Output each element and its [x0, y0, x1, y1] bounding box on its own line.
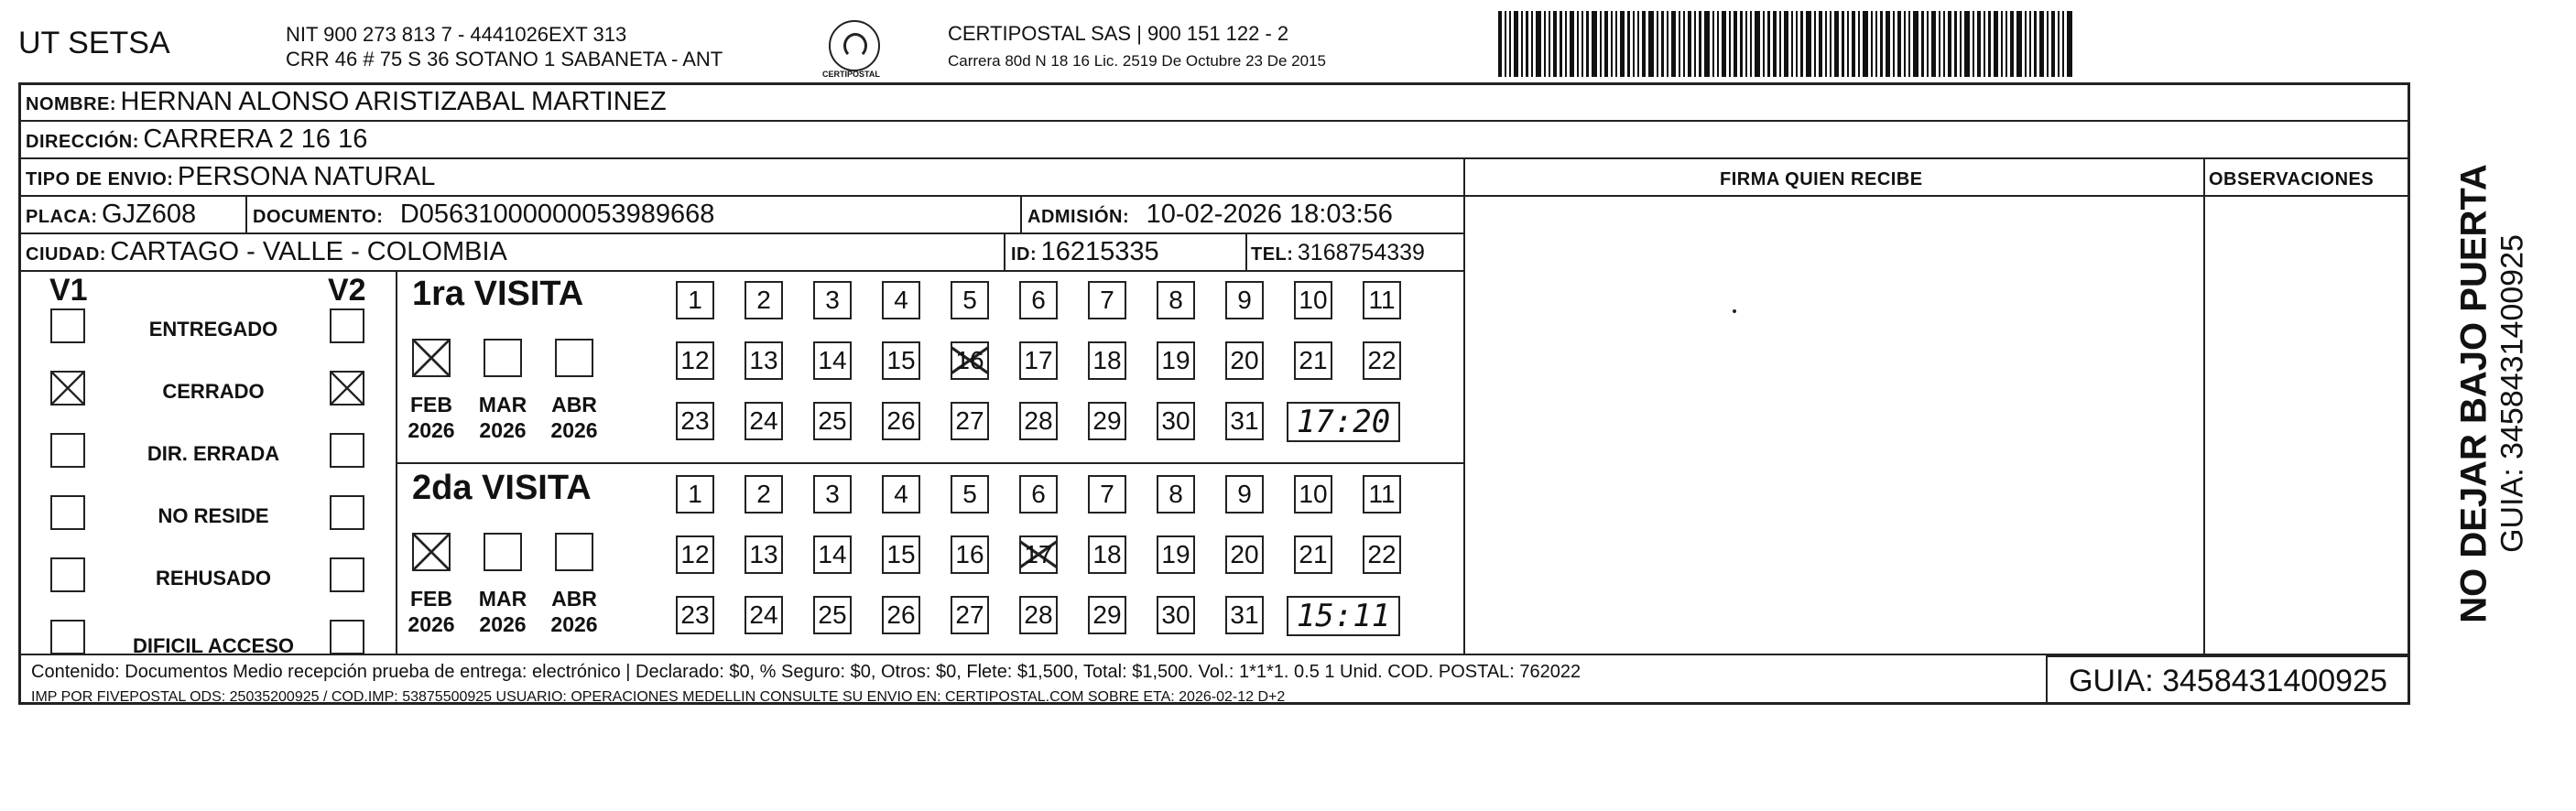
barcode-bar	[2062, 11, 2064, 77]
day-17-box[interactable]: 17	[1019, 535, 1058, 574]
month-year: 2026	[550, 612, 598, 636]
barcode-bar	[1913, 11, 1918, 77]
barcode-bar	[1717, 11, 1719, 77]
barcode-bar	[1620, 11, 1625, 77]
status-label: DIR. ERRADA	[147, 442, 280, 465]
month-name: MAR	[478, 587, 527, 611]
column-divider	[1020, 195, 1022, 232]
day-24-box[interactable]: 24	[745, 402, 783, 440]
barcode-bar	[1834, 11, 1839, 77]
day-11-box[interactable]: 11	[1363, 475, 1401, 514]
day-25-box[interactable]: 25	[813, 596, 852, 634]
barcode-bar	[1904, 11, 1906, 77]
barcode-bar	[1615, 11, 1617, 77]
day-8-box[interactable]: 8	[1157, 281, 1195, 319]
barcode-bar	[1973, 11, 1974, 77]
barcode-bar	[1791, 11, 1793, 77]
barcode-bar	[1745, 11, 1747, 77]
row-divider	[18, 157, 2410, 159]
barcode-bar	[1549, 11, 1550, 77]
barcode-bar	[1498, 11, 1502, 77]
month-checkbox[interactable]	[412, 339, 451, 377]
barcode-bar	[1800, 11, 1803, 77]
day-27-box[interactable]: 27	[951, 402, 989, 440]
day-20-box[interactable]: 20	[1225, 341, 1264, 380]
barcode-bar	[1830, 11, 1831, 77]
month-year: 2026	[408, 612, 455, 636]
day-6-box[interactable]: 6	[1019, 281, 1058, 319]
day-13-box[interactable]: 13	[745, 341, 783, 380]
barcode-bar	[1847, 11, 1849, 77]
day-16-box[interactable]: 16	[951, 535, 989, 574]
column-divider	[396, 270, 397, 654]
barcode-bar	[1814, 11, 1816, 77]
barcode-bar	[1939, 11, 1940, 77]
barcode-bar	[1750, 11, 1752, 77]
barcode-bar	[1927, 11, 1929, 77]
barcode-bar	[2016, 11, 2022, 77]
month-label	[471, 392, 535, 443]
status-label: DIFICIL ACCESO	[132, 634, 294, 657]
barcode-bar	[1988, 11, 1991, 77]
day-30-box[interactable]: 30	[1157, 402, 1195, 440]
month-name: ABR	[551, 587, 597, 611]
status-label: ENTREGADO	[148, 318, 278, 341]
barcode-bar	[1570, 11, 1574, 77]
barcode-bar	[1577, 11, 1579, 77]
day-5-box[interactable]: 5	[951, 475, 989, 514]
barcode-bar	[1565, 11, 1567, 77]
barcode-bar	[1977, 11, 1981, 77]
v1-header: V1	[49, 273, 88, 308]
barcode-bar	[1897, 11, 1901, 77]
month-checkbox[interactable]	[484, 339, 522, 377]
barcode-bar	[1784, 11, 1788, 77]
barcode-bar	[2034, 11, 2037, 77]
barcode-bar	[1994, 11, 1998, 77]
barcode-bar	[1755, 11, 1760, 77]
month-name: ABR	[551, 393, 597, 416]
day-3-box[interactable]: 3	[813, 475, 852, 514]
barcode-bar	[1825, 11, 1827, 77]
day-28-box[interactable]: 28	[1019, 402, 1058, 440]
status-label: CERRADO	[162, 380, 265, 403]
day-31-box[interactable]: 31	[1225, 402, 1264, 440]
column-divider	[1004, 232, 1005, 270]
month-year: 2026	[408, 418, 455, 442]
nit-line: NIT 900 273 813 7 - 4441026EXT 313	[286, 23, 627, 46]
barcode-bar	[1858, 11, 1860, 77]
barcode-bar	[2001, 11, 2003, 77]
barcode-bar	[1657, 11, 1658, 77]
day-29-box[interactable]: 29	[1088, 402, 1126, 440]
barcode-bar	[1806, 11, 1811, 77]
day-21-box[interactable]: 21	[1294, 341, 1332, 380]
month-label	[471, 586, 535, 637]
day-14-box[interactable]: 14	[813, 341, 852, 380]
day-8-box[interactable]: 8	[1157, 475, 1195, 514]
barcode-bar	[2005, 11, 2007, 77]
carrier-address: Carrera 80d N 18 16 Lic. 2519 De Octubre 23 De 2015	[948, 52, 1326, 70]
certipostal-logo-icon	[829, 20, 880, 71]
city-cell	[26, 237, 507, 267]
day-23-box[interactable]: 23	[676, 596, 714, 634]
document-label: DOCUMENTO:	[253, 207, 384, 227]
print-info: IMP POR FIVEPOSTAL ODS: 25035200925 / COD.IMP: 53875500925 USUARIO: OPERACIONES MEDELLIN CONSULTE SU ENVIO EN: CERTIPOSTAL.COM SOBRE ETA: 2026-02-12 D+2	[31, 689, 1286, 705]
day-11-box[interactable]: 11	[1363, 281, 1401, 319]
address-row	[26, 124, 367, 155]
barcode-bar	[1679, 11, 1680, 77]
row-divider	[1463, 195, 2410, 197]
barcode-bar	[2039, 11, 2044, 77]
status-label: REHUSADO	[156, 567, 271, 589]
v1-checkbox[interactable]	[50, 620, 85, 654]
plate-label: PLACA:	[26, 207, 98, 227]
barcode-bar	[1842, 11, 1844, 77]
day-31-box[interactable]: 31	[1225, 596, 1264, 634]
day-22-box[interactable]: 22	[1363, 341, 1401, 380]
barcode-bar	[1637, 11, 1639, 77]
barcode-bar	[1871, 11, 1873, 77]
day-23-box[interactable]: 23	[676, 402, 714, 440]
day-24-box[interactable]: 24	[745, 596, 783, 634]
month-year: 2026	[550, 418, 598, 442]
barcode-bar	[2047, 11, 2049, 77]
day-15-box[interactable]: 15	[882, 535, 920, 574]
month-label	[399, 586, 463, 637]
barcode-bar	[1886, 11, 1890, 77]
barcode-bar	[1521, 11, 1523, 77]
barcode-bar	[1560, 11, 1562, 77]
day-28-box[interactable]: 28	[1019, 596, 1058, 634]
id-value: 16215335	[1040, 237, 1159, 266]
id-cell	[1011, 237, 1159, 267]
day-10-box[interactable]: 10	[1294, 281, 1332, 319]
column-divider	[245, 195, 247, 232]
id-label: ID:	[1011, 244, 1038, 265]
barcode-bar	[1633, 11, 1635, 77]
signature-header: FIRMA QUIEN RECIBE	[1720, 169, 1923, 189]
tel-value: 3168754339	[1297, 240, 1425, 265]
month-name: FEB	[410, 393, 452, 416]
barcode-bar	[1863, 11, 1868, 77]
v2-checkbox[interactable]	[330, 433, 364, 468]
document-value: D05631000000053989668	[399, 200, 715, 229]
day-4-box[interactable]: 4	[882, 475, 920, 514]
side-notice	[2410, 82, 2575, 705]
month-checkbox[interactable]	[555, 533, 593, 571]
side-guia-number: GUIA: 3458431400925	[2494, 234, 2530, 553]
day-14-box[interactable]: 14	[813, 535, 852, 574]
barcode-bar	[1600, 11, 1602, 77]
v2-header: V2	[328, 273, 366, 308]
barcode-bar	[1722, 11, 1726, 77]
day-29-box[interactable]: 29	[1088, 596, 1126, 634]
barcode-bar	[1880, 11, 1883, 77]
guia-number: GUIA: 3458431400925	[2046, 655, 2410, 705]
day-9-box[interactable]: 9	[1225, 281, 1264, 319]
month-year: 2026	[479, 418, 527, 442]
barcode-bar	[1704, 11, 1710, 77]
day-27-box[interactable]: 27	[951, 596, 989, 634]
day-19-box[interactable]: 19	[1157, 341, 1195, 380]
barcode-bar	[2010, 11, 2014, 77]
barcode-bar	[1627, 11, 1630, 77]
day-15-box[interactable]: 15	[882, 341, 920, 380]
v1-checkbox[interactable]	[50, 557, 85, 592]
barcode-bar	[1984, 11, 1985, 77]
tel-cell	[1251, 240, 1425, 266]
barcode-bar	[1948, 11, 1951, 77]
barcode-bar	[2051, 11, 2055, 77]
barcode-bar	[1592, 11, 1597, 77]
day-25-box[interactable]: 25	[813, 402, 852, 440]
barcode-bar	[1712, 11, 1714, 77]
barcode-bar	[1509, 11, 1511, 77]
day-1-box[interactable]: 1	[676, 281, 714, 319]
barcode-bar	[1931, 11, 1936, 77]
company-name: UT SETSA	[18, 26, 170, 60]
month-label	[542, 392, 606, 443]
admission-cell	[1027, 200, 1393, 230]
barcode-bar	[1586, 11, 1589, 77]
day-10-box[interactable]: 10	[1294, 475, 1332, 514]
type-row	[26, 162, 435, 192]
v1-checkbox[interactable]	[50, 371, 85, 406]
barcode-bar	[1671, 11, 1676, 77]
day-1-box[interactable]: 1	[676, 475, 714, 514]
barcode-bar	[1796, 11, 1798, 77]
barcode-bar	[1734, 11, 1737, 77]
barcode-bar	[1694, 11, 1696, 77]
barcode-bar	[1943, 11, 1945, 77]
v2-checkbox[interactable]	[330, 557, 364, 592]
status-label: NO RESIDE	[158, 504, 269, 527]
barcode-bar	[1740, 11, 1743, 77]
barcode-bar	[1852, 11, 1855, 77]
day-26-box[interactable]: 26	[882, 596, 920, 634]
barcode-bar	[1964, 11, 1970, 77]
day-21-box[interactable]: 21	[1294, 535, 1332, 574]
visit-time: 15:11	[1287, 596, 1400, 636]
barcode-bar	[1763, 11, 1765, 77]
barcode-bar	[1773, 11, 1777, 77]
column-divider	[1245, 232, 1247, 270]
barcode-bar	[1893, 11, 1895, 77]
barcode-bar	[1526, 11, 1528, 77]
observations-header: OBSERVACIONES	[2209, 169, 2375, 189]
barcode-bar	[1767, 11, 1770, 77]
content-summary: Contenido: Documentos Medio recepción prueba de entrega: electrónico | Declarado: $0, % Seguro: $0, Otros: $0, Flete: $1,500, Total: $1,500. Vol.: 1*1*1. 0.5 1 Unid. COD. POSTAL: 762022	[31, 662, 1581, 682]
column-divider	[2203, 157, 2205, 654]
barcode-bar	[1505, 11, 1506, 77]
barcode-bar	[1960, 11, 1962, 77]
city-value: CARTAGO - VALLE - COLOMBIA	[110, 237, 507, 266]
barcode-bar	[1642, 11, 1646, 77]
month-checkbox[interactable]	[412, 533, 451, 571]
barcode-bar	[1604, 11, 1608, 77]
day-7-box[interactable]: 7	[1088, 475, 1126, 514]
day-3-box[interactable]: 3	[813, 281, 852, 319]
barcode-bar	[1536, 11, 1541, 77]
day-30-box[interactable]: 30	[1157, 596, 1195, 634]
company-info	[286, 22, 723, 71]
barcode-bar	[1667, 11, 1668, 77]
day-17-box[interactable]: 17	[1019, 341, 1058, 380]
barcode-bar	[1954, 11, 1957, 77]
barcode-bar	[1819, 11, 1822, 77]
barcode-bar	[2058, 11, 2060, 77]
barcode-bar	[1514, 11, 1518, 77]
barcode-bar	[1661, 11, 1664, 77]
name-row	[26, 87, 667, 117]
company-address: CRR 46 # 75 S 36 SOTANO 1 SABANETA - ANT	[286, 48, 723, 70]
day-9-box[interactable]: 9	[1225, 475, 1264, 514]
month-label	[542, 586, 606, 637]
barcode-bar	[1581, 11, 1583, 77]
admission-label: ADMISIÓN:	[1027, 207, 1130, 227]
barcode-bar	[1531, 11, 1533, 77]
visit-divider	[396, 462, 1463, 464]
barcode-bar	[1648, 11, 1654, 77]
day-5-box[interactable]: 5	[951, 281, 989, 319]
no-under-door-notice: NO DEJAR BAJO PUERTA	[2453, 164, 2494, 623]
v2-checkbox[interactable]	[330, 495, 364, 530]
visit-time: 17:20	[1287, 402, 1400, 442]
v2-checkbox[interactable]	[330, 620, 364, 654]
day-4-box[interactable]: 4	[882, 281, 920, 319]
day-18-box[interactable]: 18	[1088, 535, 1126, 574]
day-20-box[interactable]: 20	[1225, 535, 1264, 574]
name-label: NOMBRE:	[26, 94, 117, 114]
plate-value: GJZ608	[102, 200, 197, 229]
visit-title: 1ra VISITA	[412, 275, 584, 313]
barcode-bar	[2067, 11, 2072, 77]
month-year: 2026	[479, 612, 527, 636]
barcode-bar	[1611, 11, 1613, 77]
signature-mark	[1733, 309, 1736, 313]
barcode	[1498, 11, 2183, 77]
row-divider	[18, 195, 1463, 197]
barcode-bar	[1875, 11, 1877, 77]
type-label: TIPO DE ENVIO:	[26, 169, 174, 189]
month-name: FEB	[410, 587, 452, 611]
day-7-box[interactable]: 7	[1088, 281, 1126, 319]
v1-checkbox[interactable]	[50, 308, 85, 343]
recipient-address: CARRERA 2 16 16	[143, 124, 368, 154]
address-label: DIRECCIÓN:	[26, 132, 139, 152]
day-6-box[interactable]: 6	[1019, 475, 1058, 514]
row-divider	[18, 270, 1463, 272]
month-name: MAR	[478, 393, 527, 416]
day-2-box[interactable]: 2	[745, 281, 783, 319]
plate-cell	[26, 200, 196, 230]
tel-label: TEL:	[1251, 244, 1294, 265]
barcode-bar	[1688, 11, 1691, 77]
barcode-bar	[2029, 11, 2031, 77]
v2-checkbox[interactable]	[330, 308, 364, 343]
barcode-bar	[1699, 11, 1701, 77]
barcode-bar	[1921, 11, 1924, 77]
barcode-bar	[1544, 11, 1546, 77]
visit-title: 2da VISITA	[412, 469, 592, 507]
document-cell	[253, 200, 714, 230]
logo-text: CERTIPOSTAL	[822, 70, 880, 79]
month-label	[399, 392, 463, 443]
barcode-bar	[1908, 11, 1910, 77]
column-divider	[1463, 157, 1465, 654]
shipment-type: PERSONA NATURAL	[177, 162, 436, 191]
day-16-box[interactable]: 16	[951, 341, 989, 380]
admission-value: 10-02-2026 18:03:56	[1146, 200, 1393, 229]
recipient-name: HERNAN ALONSO ARISTIZABAL MARTINEZ	[120, 87, 667, 116]
day-12-box[interactable]: 12	[676, 535, 714, 574]
day-2-box[interactable]: 2	[745, 475, 783, 514]
barcode-bar	[2025, 11, 2027, 77]
row-divider	[18, 120, 2410, 122]
day-13-box[interactable]: 13	[745, 535, 783, 574]
v1-checkbox[interactable]	[50, 495, 85, 530]
barcode-bar	[1683, 11, 1685, 77]
barcode-bar	[1553, 11, 1557, 77]
day-26-box[interactable]: 26	[882, 402, 920, 440]
carrier-info: CERTIPOSTAL SAS | 900 151 122 - 2	[948, 22, 1289, 45]
month-checkbox[interactable]	[555, 339, 593, 377]
barcode-bar	[1729, 11, 1731, 77]
day-22-box[interactable]: 22	[1363, 535, 1401, 574]
barcode-bar	[1779, 11, 1781, 77]
day-18-box[interactable]: 18	[1088, 341, 1126, 380]
city-label: CIUDAD:	[26, 244, 106, 265]
v2-checkbox[interactable]	[330, 371, 364, 406]
day-12-box[interactable]: 12	[676, 341, 714, 380]
month-checkbox[interactable]	[484, 533, 522, 571]
v1-checkbox[interactable]	[50, 433, 85, 468]
day-19-box[interactable]: 19	[1157, 535, 1195, 574]
